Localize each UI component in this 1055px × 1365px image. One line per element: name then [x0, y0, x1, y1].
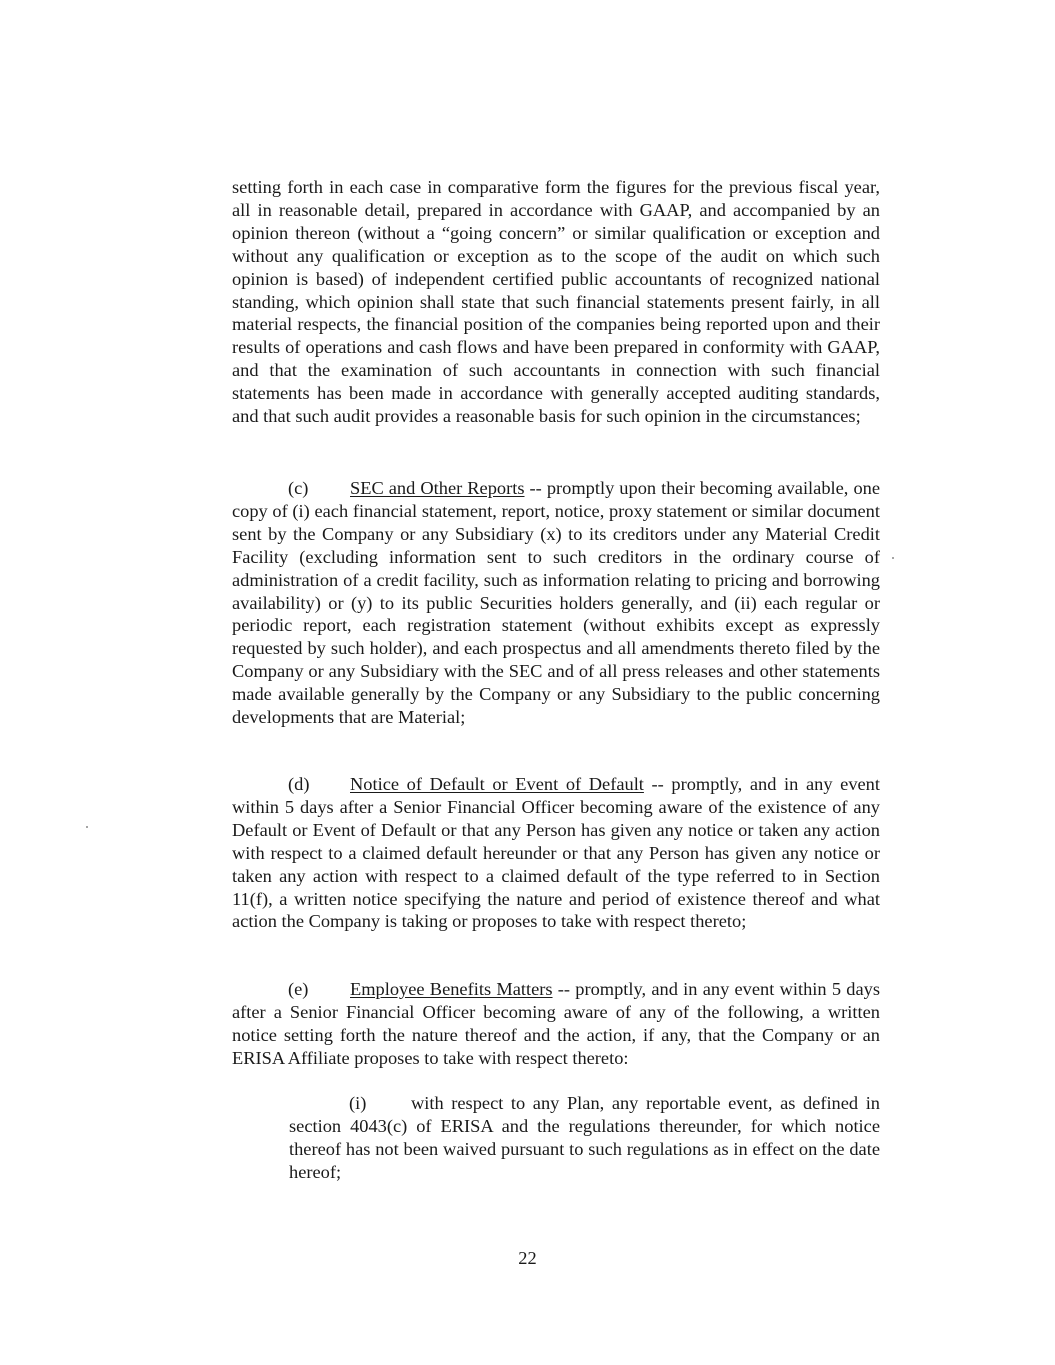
section-c-label: (c): [288, 478, 309, 498]
section-c-heading: SEC and Other Reports: [350, 478, 525, 498]
subsection-i-text: with respect to any Plan, any reportable event, as defined in section 4043(c) of ERISA and the regulations thereunder, for which notice thereof has not been waived pursuant to such regulations as in effect on the date hereof;: [289, 1093, 880, 1182]
section-d-paragraph: [232, 773, 880, 933]
section-c-paragraph: [232, 477, 880, 729]
continuation-text: setting forth in each case in comparative form the figures for the previous fiscal year, all in reasonable detail, prepared in accordance with GAAP, and accompanied by an opinion thereon (without a “going concern” or similar qualification or exception and without any qualification or exception as to the scope of the audit on which such opinion is based) of independent certified public accountants of recognized national standing, which opinion shall state that such financial statements present fairly, in all material respects, the financial position of the companies being reported upon and their results of operations and cash flows and have been prepared in conformity with GAAP, and that the examination of such accountants in connection with such financial statements has been made in accordance with generally accepted auditing standards, and that such audit provides a reasonable basis for such opinion in the circumstances;: [232, 177, 880, 427]
scan-speck: [892, 557, 894, 559]
continuation-paragraph: [232, 176, 880, 428]
section-e-text: -- promptly, and in any event within 5 days after a Senior Financial Officer becoming aware of any of the following, a written notice setting forth the nature thereof and the action, if any, that the Company or an ERISA Affiliate proposes to take with respect thereto:: [232, 979, 880, 1068]
subsection-i-label: (i): [349, 1093, 367, 1113]
scan-speck: [86, 826, 88, 828]
section-e-label: (e): [288, 979, 309, 999]
section-d-heading: Notice of Default or Event of Default: [350, 774, 644, 794]
section-e-paragraph: [232, 978, 880, 1070]
section-c-text: -- promptly upon their becoming available, one copy of (i) each financial statement, report, notice, proxy statement or similar document sent by the Company or any Subsidiary (x) to its creditors under any Material Credit Facility (excluding information sent to such creditors in the ordinary course of administration of a credit facility, such as information relating to pricing and borrowing availability) or (y) to its public Securities holders generally, and (ii) each regular or periodic report, each registration statement (without exhibits except as expressly requested by such holder), and each prospectus and all amendments thereto filed by the Company or any Subsidiary with the SEC and of all press releases and other statements made available generally by the Company or any Subsidiary to the public concerning developments that are Material;: [232, 478, 880, 728]
section-e-heading: Employee Benefits Matters: [350, 979, 553, 999]
page-number: 22: [518, 1248, 537, 1268]
section-d-label: (d): [288, 774, 310, 794]
subsection-i-paragraph: [289, 1092, 880, 1184]
section-d-text: -- promptly, and in any event within 5 days after a Senior Financial Officer becoming aware of the existence of any Default or Event of Default or that any Person has given any notice or taken any action with respect to a claimed default hereunder or that any Person has given any notice or taken any action with respect to a claimed default of the type referred to in Section 11(f), a written notice specifying the nature and period of existence thereof and what action the Company is taking or proposes to take with respect thereto;: [232, 774, 880, 932]
